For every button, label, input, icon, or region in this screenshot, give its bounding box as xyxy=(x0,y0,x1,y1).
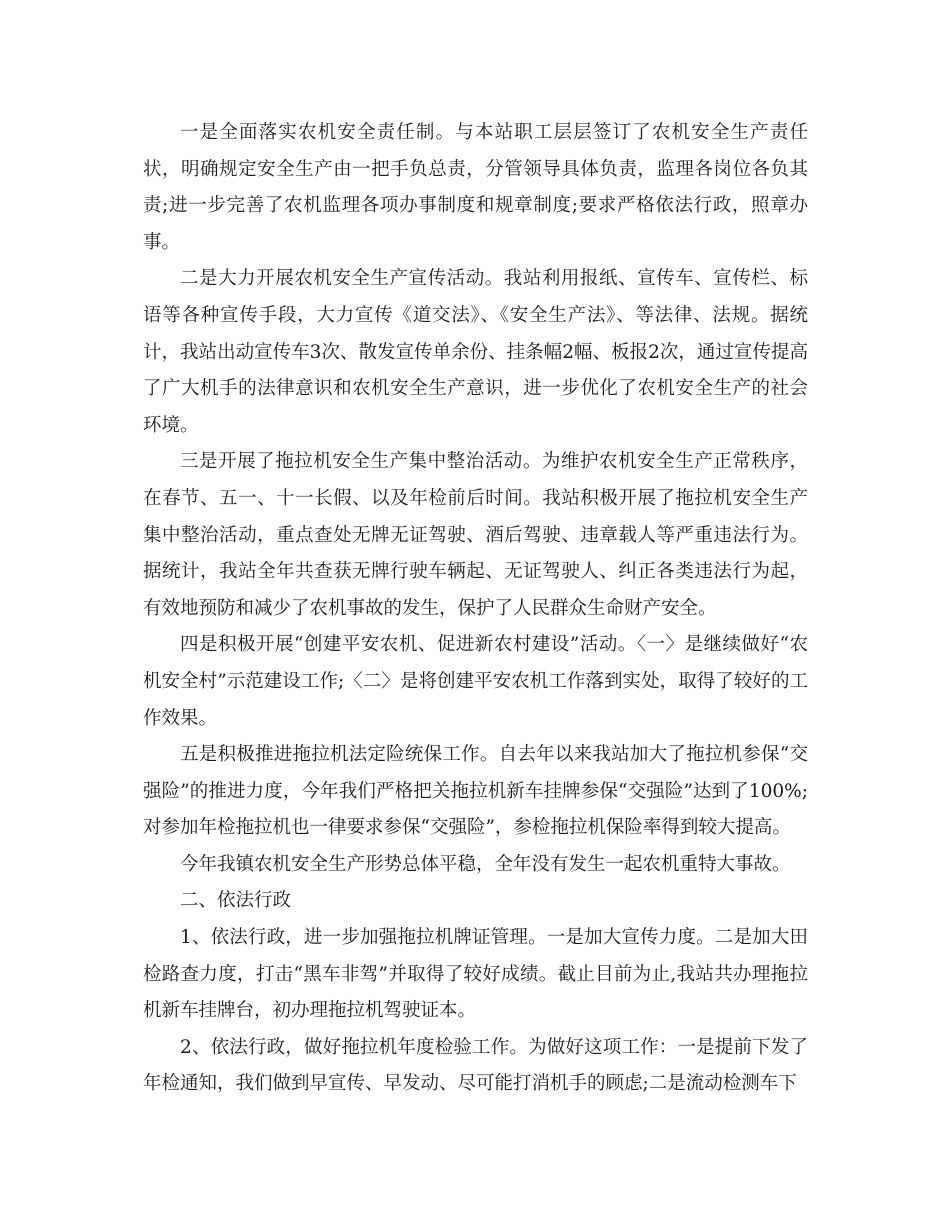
paragraph-3: 三是开展了拖拉机安全生产集中整治活动。为维护农机安全生产正常秩序，在春节、五一、十一长假、以及年检前后时间。我站积极开展了拖拉机安全生产集中整治活动，重点查处无牌无证驾驶、酒后驾驶、违章载人等严重违法行为。据统计，我站全年共查获无牌行驶车辆起、无证驾驶人、纠正各类违法行为起，有效地预防和减少了农机事故的发生，保护了人民群众生命财产安全。 xyxy=(143,451,808,619)
paragraph-5: 五是积极推进拖拉机法定险统保工作。自去年以来我站加大了拖拉机参保“交强险”的推进力度，今年我们严格把关拖拉机新车挂牌参保“交强险”达到了100%;对参加年检拖拉机也一律要求参保“交强险”，参检拖拉机保险率得到较大提高。 xyxy=(143,744,808,839)
paragraph-1: 一是全面落实农机安全责任制。与本站职工层层签订了农机安全生产责任状，明确规定安全生产由一把手负总责，分管领导具体负责，监理各岗位各负其责;进一步完善了农机监理各项办事制度和规章制度;要求严格依法行政，照章办事。 xyxy=(143,122,808,253)
section-heading: 二、依法行政 xyxy=(180,890,292,912)
document-body xyxy=(143,115,808,1103)
paragraph-6: 今年我镇农机安全生产形势总体平稳，全年没有发生一起农机重特大事故。 xyxy=(180,853,791,875)
paragraph-7: 1、依法行政，进一步加强拖拉机牌证管理。一是加大宣传力度。二是加大田检路查力度，打击“黑车非驾”并取得了较好成绩。截止目前为止,我站共办理拖拉机新车挂牌台，初办理拖拉机驾驶证本。 xyxy=(143,927,808,1022)
paragraph-8: 2、依法行政，做好拖拉机年度检验工作。为做好这项工作：一是提前下发了年检通知，我们做到早宣传、早发动、尽可能打消机手的顾虑;二是流动检测车下 xyxy=(143,1036,808,1095)
paragraph-2: 二是大力开展农机安全生产宣传活动。我站利用报纸、宣传车、宣传栏、标语等各种宣传手段，大力宣传《道交法》、《安全生产法》、等法律、法规。据统计，我站出动宣传车3次、散发宣传单余份、挂条幅2幅、板报2次，通过宣传提高了广大机手的法律意识和农机安全生产意识，进一步优化了农机安全生产的社会环境。 xyxy=(143,268,808,436)
paragraph-4: 四是积极开展“创建平安农机、促进新农村建设”活动。〈一〉是继续做好“农机安全村”示范建设工作;〈二〉是将创建平安农机工作落到实处，取得了较好的工作效果。 xyxy=(143,634,808,729)
